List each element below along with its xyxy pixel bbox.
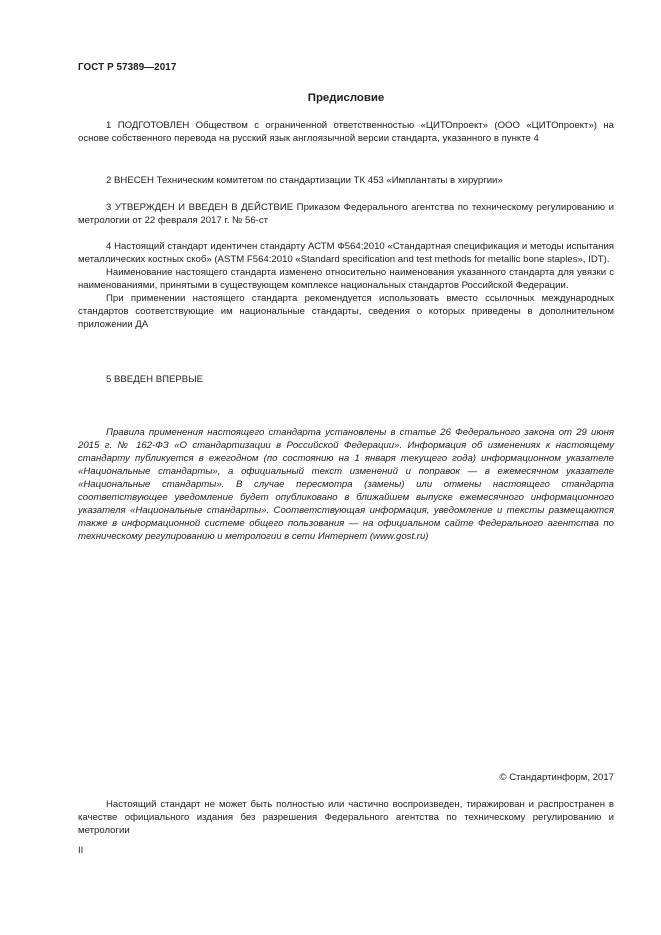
application-rules-text: Правила применения настоящего стандарта установлены в статье 26 Федерального закона от 29 июня 2015 г. № 162-ФЗ «О стандартизации в Российской Федерации». Информация об изменениях к настоящему стандарту публикуется в ежегодном (по состоянию на 1 января текущего года) информационном указателе «Национальные стандарты», а официальный текст изменений и поправок — в ежемесячном указателе «Национальные стандарты». В случае пересмотра (замены) или отмены настоящего стандарта соответствующее уведомление будет опубликовано в ближайшем выпуске ежемесячного информационного указателя «Национальные стандарты». Соответствующая информация, уведомление и тексты размещаются также в информационной системе общего пользования — на официальном сайте Федерального агентства по техническому регулированию и метрологии в сети Интернет (www.gost.ru)	[78, 427, 614, 542]
section-3-text: 3 УТВЕРЖДЕН И ВВЕДЕН В ДЕЙСТВИЕ Приказом Федерального агентства по техническому регулированию и метрологии от 22 февраля 2017 г. № 56-ст	[78, 202, 614, 226]
section-2	[78, 174, 614, 187]
page-title: Предисловие	[307, 92, 385, 104]
section-5-text: 5 ВВЕДЕН ВПЕРВЫЕ	[106, 374, 204, 385]
reproduction-text: Настоящий стандарт не может быть полностью или частично воспроизведен, тиражирован и распространен в качестве официального издания без разрешения Федерального агентства по техническому регулированию и метрологии	[78, 799, 614, 836]
section-4	[78, 240, 614, 331]
section-1-text: 1 ПОДГОТОВЛЕН Обществом с ограниченной ответственностью «ЦИТОпроект» (ООО «ЦИТОпроект») на основе собственного перевода на русский язык англоязычной версии стандарта, указанного в пункте 4	[78, 120, 614, 144]
section-4-application-note: При применении настоящего стандарта рекомендуется использовать вместо ссылочных международных стандартов соответствующие им национальные стандарты, сведения о которых приведены в дополнительном приложении ДА	[78, 293, 614, 330]
section-3	[78, 201, 614, 227]
section-1	[78, 119, 614, 145]
application-rules-notice	[78, 426, 614, 543]
section-5	[78, 373, 614, 386]
standard-code-header: ГОСТ Р 57389—2017	[78, 62, 177, 73]
section-4-name-note: Наименование настоящего стандарта изменено относительно наименования указанного стандарта для увязки с наименованиями, принятыми в существующем комплексе национальных стандартов Российской Федерации.	[78, 267, 614, 291]
section-2-text: 2 ВНЕСЕН Техническим комитетом по стандартизации ТК 453 «Имплантаты в хирургии»	[106, 175, 503, 186]
reproduction-notice	[78, 798, 614, 837]
section-4-text: 4 Настоящий стандарт идентичен стандарту АСТМ Ф564:2010 «Стандартная спецификация и методы испытания металлических костных скоб» (ASTM F564:2010 «Standard specification and test methods for metallic bone staples», IDT).	[78, 241, 614, 265]
copyright-line: © Стандартинформ, 2017	[499, 772, 614, 783]
page-number: II	[78, 845, 84, 856]
